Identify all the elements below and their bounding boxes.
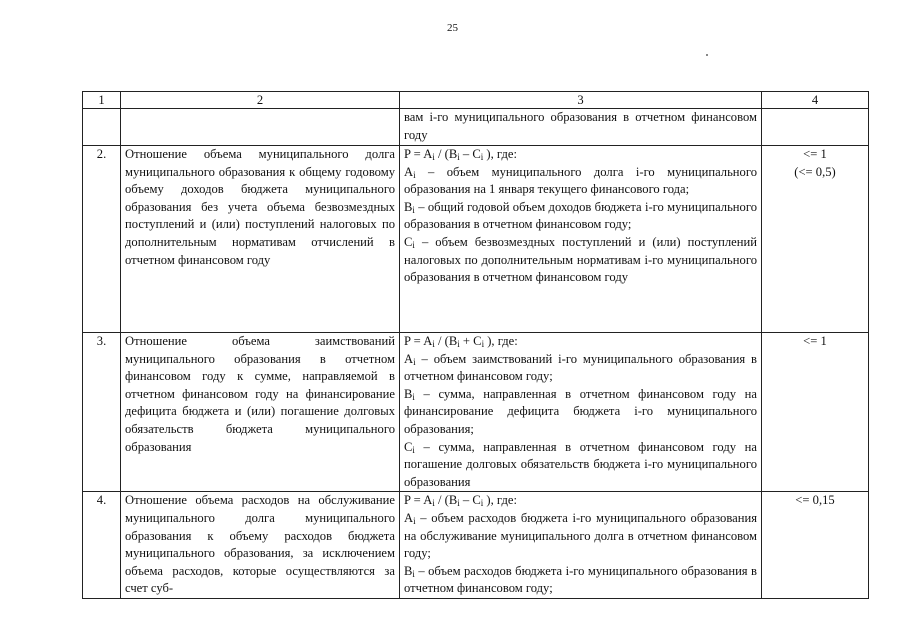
row-formula-cell <box>400 492 762 599</box>
threshold-value: <= 1 <box>803 334 827 348</box>
row-description: Отношение объема расходов на обслуживание муниципального долга муниципального образования к объему расходов бюджета муниципального образования, за исключением объема расходов, которые осуществляются за счет суб- <box>121 492 400 599</box>
row-formula-cell <box>400 333 762 492</box>
formula-definition: $A_i$ – объем расходов бюджета i-го муниципального образования на обслуживание муниципального долга в отчетном финансовом году; <box>404 510 757 561</box>
row-description: Отношение объема заимствований муниципального образования в отчетном финансовом году к сумме, направляемой в отчетном финансовом году на финансирование дефицита бюджета и (или) погашение долговых обязательств бюджета муниципального образования <box>121 333 400 492</box>
formula-line: $P = A_i / (B_i - C_i$ ), где: <box>404 493 517 509</box>
table-row <box>83 492 869 599</box>
header-col-1: 1 <box>83 92 121 109</box>
formula-definition: $B_i$ – объем расходов бюджета i-го муниципального образования в отчетном финансовом году; <box>404 563 757 596</box>
row-threshold <box>762 492 869 599</box>
table-row <box>83 333 869 492</box>
indicators-table <box>82 91 869 599</box>
formula-definition: $C_i$ – объем безвозмездных поступлений и (или) поступлений налоговых по дополнительным нормативам i-го муниципального образования в отчетном финансовом году <box>404 234 757 285</box>
formula-definition: $A_i$ – объем заимствований i-го муниципального образования в отчетном финансовом году; <box>404 351 757 384</box>
continuation-formula: вам i-го муниципального образования в отчетном финансовом году <box>400 109 762 146</box>
table-row <box>83 146 869 333</box>
header-col-2: 2 <box>121 92 400 109</box>
header-col-3: 3 <box>400 92 762 109</box>
formula-definition: $A_i$ – объем муниципального долга i-го муниципального образования на 1 января текущего финансового года; <box>404 164 757 197</box>
formula-definition: $C_i$ – сумма, направленная в отчетном финансовом году на погашение долговых обязательств бюджета i-го муниципального образования <box>404 439 757 489</box>
formula-line: $P = A_i / (B_i - C_i$ ), где: <box>404 147 517 162</box>
scan-speck <box>706 54 708 56</box>
row-number: 2. <box>83 146 121 333</box>
continuation-desc <box>121 109 400 146</box>
row-description: Отношение объема муниципального долга муниципального образования к общему годовому объему доходов бюджета муниципального образования без учета объема безвозмездных поступлений и (или) поступлений налоговых по дополнительным нормативам отчислений в отчетном финансовом году <box>121 146 400 333</box>
threshold-value-alt: (<= 0,5) <box>794 164 836 179</box>
row-threshold <box>762 146 869 333</box>
continuation-row <box>83 109 869 146</box>
row-number: 4. <box>83 492 121 599</box>
continuation-value <box>762 109 869 146</box>
row-formula-cell <box>400 146 762 333</box>
row-threshold <box>762 333 869 492</box>
page-number: 25 <box>447 22 458 34</box>
formula-definition: $B_i$ – общий годовой объем доходов бюджета i-го муниципального образования в отчетном финансовом году; <box>404 199 757 232</box>
threshold-value: <= 0,15 <box>795 493 835 508</box>
header-col-4: 4 <box>762 92 869 109</box>
formula-definition: $B_i$ – сумма, направленная в отчетном финансовом году на финансирование дефицита бюджета i-го муниципального образования; <box>404 386 757 436</box>
threshold-value: <= 1 <box>803 147 827 161</box>
formula-line: $P = A_i / (B_i + C_i$ ), где: <box>404 334 518 349</box>
continuation-num <box>83 109 121 146</box>
row-number: 3. <box>83 333 121 492</box>
table-header-row <box>83 92 869 109</box>
